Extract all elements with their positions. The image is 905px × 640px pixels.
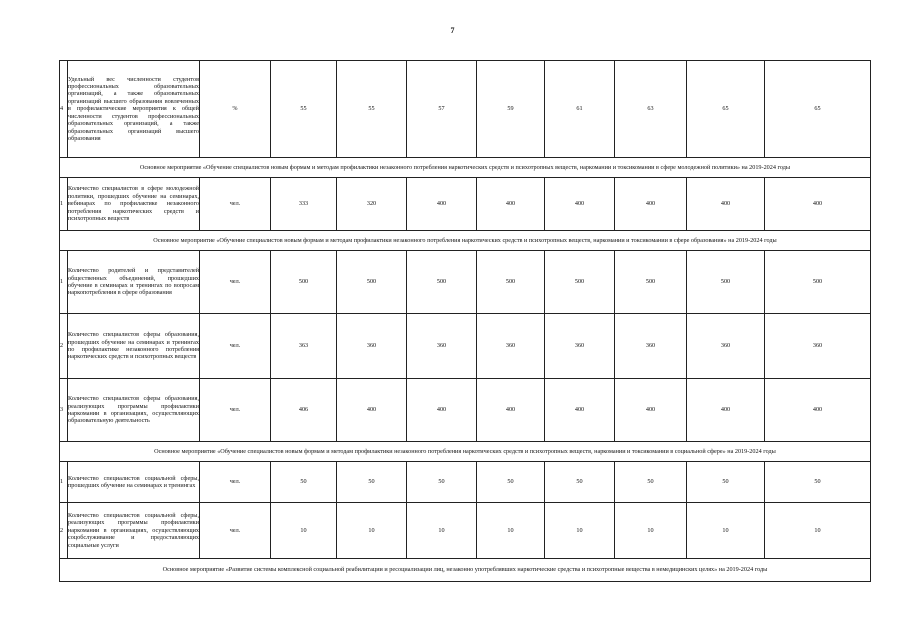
unit-cell: чел.	[200, 379, 271, 442]
indicator-description: Количество специалистов в сфере молодежной политики, прошедших обучение на семинарах, вебинарах по профилактике незаконного потребления наркотических средств и психотропных веществ	[68, 178, 200, 231]
value-cell: 50	[477, 462, 545, 503]
value-cell: 500	[337, 251, 407, 314]
row-number: 1	[60, 462, 68, 503]
value-cell: 500	[545, 251, 615, 314]
value-cell: 360	[337, 314, 407, 379]
row-number: 2	[60, 314, 68, 379]
value-cell: 10	[337, 503, 407, 559]
value-cell: 500	[477, 251, 545, 314]
section-row	[60, 158, 871, 178]
value-cell: 50	[687, 462, 765, 503]
unit-cell: чел.	[200, 314, 271, 379]
value-cell: 10	[615, 503, 687, 559]
value-cell: 400	[615, 178, 687, 231]
value-cell: 360	[477, 314, 545, 379]
value-cell: 360	[407, 314, 477, 379]
value-cell: 406	[271, 379, 337, 442]
value-cell: 10	[765, 503, 871, 559]
value-cell: 360	[687, 314, 765, 379]
value-cell: 400	[545, 379, 615, 442]
value-cell: 360	[615, 314, 687, 379]
value-cell: 500	[407, 251, 477, 314]
section-row	[60, 559, 871, 582]
unit-cell: чел.	[200, 503, 271, 559]
value-cell: 320	[337, 178, 407, 231]
value-cell: 57	[407, 61, 477, 158]
value-cell: 59	[477, 61, 545, 158]
value-cell: 55	[271, 61, 337, 158]
value-cell: 61	[545, 61, 615, 158]
table-row	[60, 178, 871, 231]
section-row	[60, 231, 871, 251]
section-row	[60, 442, 871, 462]
indicator-description: Количество родителей и представителей общественных объединений, прошедших обучение в семинарах и тренингах по вопросам наркопотребления в сфере образования	[68, 251, 200, 314]
value-cell: 65	[687, 61, 765, 158]
value-cell: 10	[545, 503, 615, 559]
value-cell: 333	[271, 178, 337, 231]
value-cell: 363	[271, 314, 337, 379]
unit-cell: чел.	[200, 178, 271, 231]
row-number: 2	[60, 503, 68, 559]
indicator-description: Количество специалистов социальной сферы, прошедших обучение на семинарах и тренингах	[68, 462, 200, 503]
row-number: 3	[60, 379, 68, 442]
value-cell: 400	[687, 178, 765, 231]
value-cell: 360	[545, 314, 615, 379]
section-heading: Основное мероприятие «Обучение специалистов новым формам и методам профилактики незаконного потребления наркотических средств и психотропных веществ, наркомании и токсикомании в сфере молодежной политики» на 2019-2024 годы	[60, 158, 871, 178]
value-cell: 360	[765, 314, 871, 379]
table-row	[60, 462, 871, 503]
table-row	[60, 379, 871, 442]
unit-cell: %	[200, 61, 271, 158]
section-heading: Основное мероприятие «Обучение специалистов новым формам и методам профилактики незаконного потребления наркотических средств и психотропных веществ, наркомании и токсикомании в сфере образования» на 2019-2024 годы	[60, 231, 871, 251]
value-cell: 10	[687, 503, 765, 559]
value-cell: 400	[337, 379, 407, 442]
row-number: 1	[60, 251, 68, 314]
value-cell: 50	[765, 462, 871, 503]
value-cell: 50	[407, 462, 477, 503]
page-number: 7	[450, 26, 455, 35]
indicator-description: Количество специалистов социальной сферы, реализующих программы профилактики наркомании в организациях, осуществляющих соцобслуживание и предоставляющих социальные услуги	[68, 503, 200, 559]
value-cell: 63	[615, 61, 687, 158]
value-cell: 10	[407, 503, 477, 559]
value-cell: 50	[337, 462, 407, 503]
value-cell: 400	[407, 178, 477, 231]
value-cell: 50	[615, 462, 687, 503]
row-number: 4	[60, 61, 68, 158]
unit-cell: чел.	[200, 462, 271, 503]
value-cell: 10	[271, 503, 337, 559]
indicator-description: Количество специалистов сферы образования, прошедших обучение на семинарах и тренингах по профилактике незаконного потребления наркотических средств и психотропных веществ	[68, 314, 200, 379]
value-cell: 500	[271, 251, 337, 314]
value-cell: 400	[765, 379, 871, 442]
table-row	[60, 314, 871, 379]
value-cell: 400	[477, 178, 545, 231]
unit-cell: чел.	[200, 251, 271, 314]
value-cell: 400	[407, 379, 477, 442]
value-cell: 400	[615, 379, 687, 442]
table-row	[60, 61, 871, 158]
value-cell: 500	[765, 251, 871, 314]
value-cell: 500	[615, 251, 687, 314]
indicator-description: Удельный вес численности студентов профессиональных образовательных организаций, а также образовательных организаций высшего образования вовлеченных в профилактические мероприятия к общей численности студентов профессиональных образовательных организаций, а также образовательных организаций высшего образования	[68, 61, 200, 158]
value-cell: 400	[545, 178, 615, 231]
row-number: 1	[60, 178, 68, 231]
table-row	[60, 503, 871, 559]
value-cell: 50	[545, 462, 615, 503]
value-cell: 10	[477, 503, 545, 559]
value-cell: 500	[687, 251, 765, 314]
value-cell: 50	[271, 462, 337, 503]
section-heading: Основное мероприятие «Обучение специалистов новым формам и методам профилактики незаконного потребления наркотических средств и психотропных веществ, наркомании и токсикомании в социальной сфере» на 2019-2024 годы	[60, 442, 871, 462]
indicator-description: Количество специалистов сферы образования, реализующих программы профилактики наркомании в организациях, осуществляющих образовательную деятельность	[68, 379, 200, 442]
value-cell: 400	[765, 178, 871, 231]
value-cell: 400	[687, 379, 765, 442]
value-cell: 65	[765, 61, 871, 158]
table-row	[60, 251, 871, 314]
value-cell: 55	[337, 61, 407, 158]
section-heading: Основное мероприятие «Развитие системы комплексной социальной реабилитации и ресоциализации лиц, незаконно употреблявших наркотические средства и психотропные вещества в немедицинских целях» на 2019-2024 годы	[60, 559, 871, 582]
value-cell: 400	[477, 379, 545, 442]
indicators-table	[59, 60, 871, 582]
